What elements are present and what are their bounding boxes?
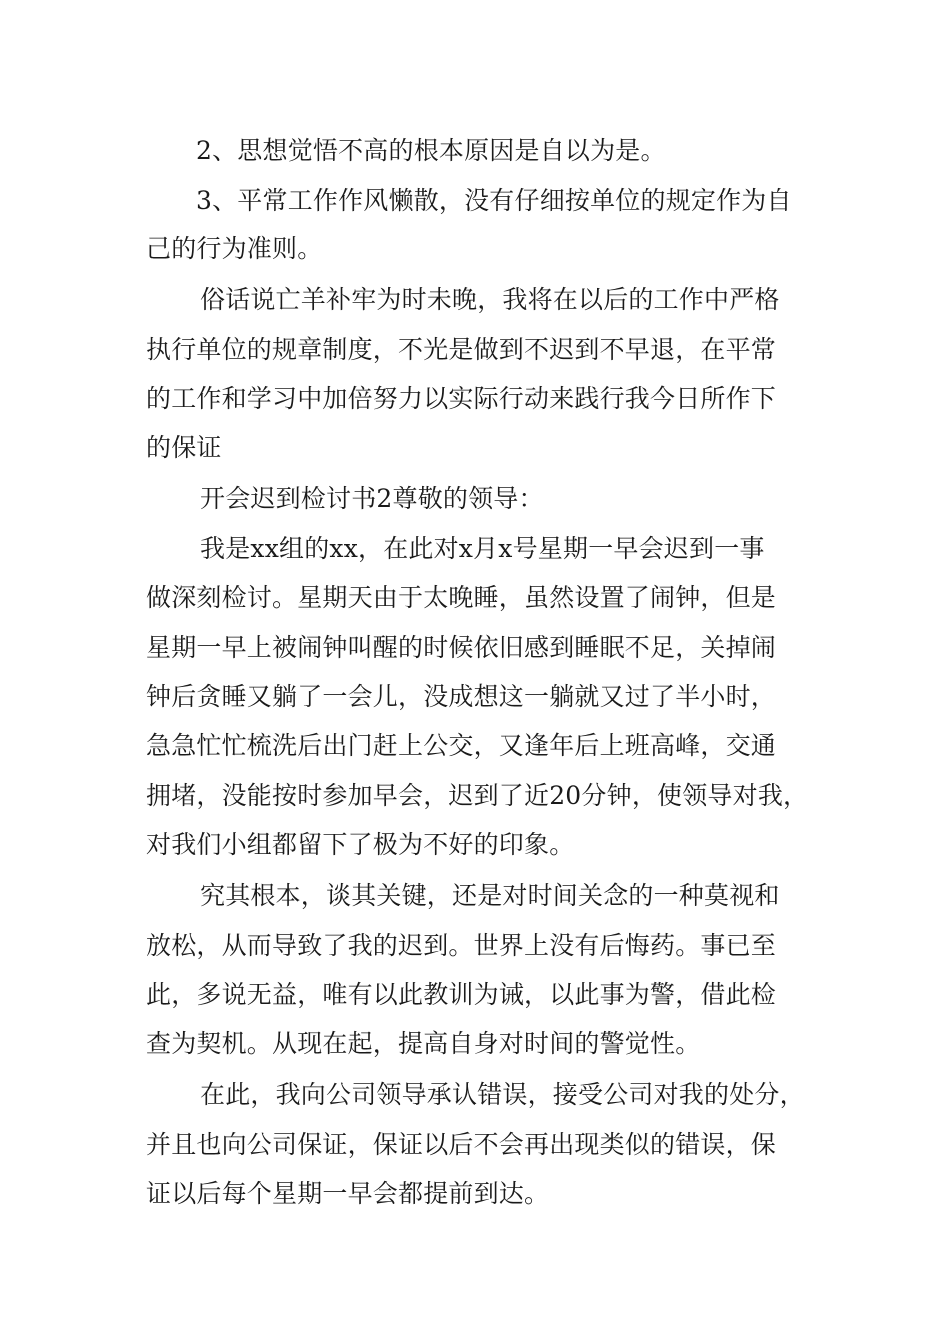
text-line: 己的行为准则。 xyxy=(146,234,323,263)
text-line: 做深刻检讨。星期天由于太晚睡，虽然设置了闹钟，但是 xyxy=(146,583,777,612)
text-line: 星期一早上被闹钟叫醒的时候依旧感到睡眠不足，关掉闹 xyxy=(146,633,777,662)
text-line: 究其根本，谈其关键，还是对时间关念的一种莫视和 xyxy=(200,881,780,910)
text-line: 的工作和学习中加倍努力以实际行动来践行我今日所作下 xyxy=(146,384,777,413)
text-line: 证以后每个星期一早会都提前到达。 xyxy=(146,1179,550,1208)
text-line: 急急忙忙梳洗后出门赶上公交，又逢年后上班高峰，交通 xyxy=(146,731,777,760)
text-line: 开会迟到检讨书2尊敬的领导： xyxy=(200,484,544,513)
text-line: 对我们小组都留下了极为不好的印象。 xyxy=(146,830,575,859)
text-line: 并且也向公司保证，保证以后不会再出现类似的错误，保 xyxy=(146,1130,777,1159)
text-line: 2、思想觉悟不高的根本原因是自以为是。 xyxy=(196,136,666,165)
text-line: 我是xx组的xx，在此对x月x号星期一早会迟到一事 xyxy=(200,534,765,563)
text-line: 的保证 xyxy=(146,433,222,462)
text-line: 3、平常工作作风懒散，没有仔细按单位的规定作为自 xyxy=(196,186,792,215)
text-line: 放松，从而导致了我的迟到。世界上没有后悔药。事已至 xyxy=(146,931,777,960)
text-line: 在此，我向公司领导承认错误，接受公司对我的处分， xyxy=(200,1080,805,1109)
text-line: 拥堵，没能按时参加早会，迟到了近20分钟，使领导对我， xyxy=(146,781,809,810)
text-line: 俗话说亡羊补牢为时未晚，我将在以后的工作中严格 xyxy=(200,285,780,314)
text-line: 此，多说无益，唯有以此教训为诫，以此事为警，借此检 xyxy=(146,980,777,1009)
text-line: 执行单位的规章制度，不光是做到不迟到不早退，在平常 xyxy=(146,335,777,364)
text-line: 查为契机。从现在起，提高自身对时间的警觉性。 xyxy=(146,1029,701,1058)
text-line: 钟后贪睡又躺了一会儿，没成想这一躺就又过了半小时， xyxy=(146,682,777,711)
